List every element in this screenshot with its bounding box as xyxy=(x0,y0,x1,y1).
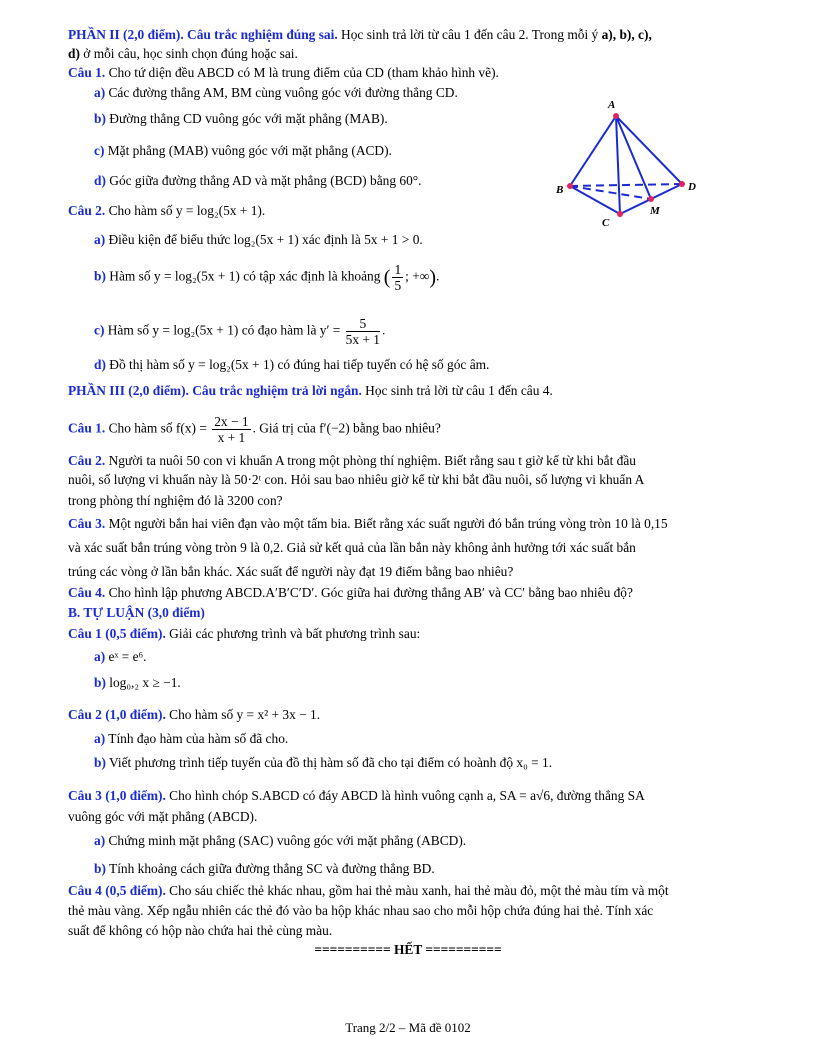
label-M: M xyxy=(650,205,660,217)
point-M xyxy=(648,196,654,202)
fraction: $\frac{5}{5x + 1}$ xyxy=(345,316,381,347)
end-marker: ========== HẾT ========== xyxy=(314,942,502,957)
p3-question-2: Câu 2. Người ta nuôi 50 con vi khuẩn A trong một phòng thí nghiệm. Biết rằng sau t giờ kể từ khi bắt đầu xyxy=(68,453,636,468)
point-D xyxy=(679,181,685,187)
pb-question-2: Câu 2 (1,0 điểm). Cho hàm số y = x² + 3x − 1. xyxy=(68,707,321,722)
p2-q2-option-a: a) Điều kiện để biểu thức log₂(5x + 1) xác định là 5x + 1 > 0. xyxy=(94,232,423,247)
pb-question-4: Câu 4 (0,5 điểm). Cho sáu chiếc thẻ khác nhau, gồm hai thẻ màu xanh, hai thẻ màu đỏ, một thẻ màu tím và một xyxy=(68,883,669,898)
label-A: A xyxy=(608,99,616,111)
pb-question-1: Câu 1 (0,5 điểm). Giải các phương trình và bất phương trình sau: xyxy=(68,626,421,641)
edge-BC xyxy=(570,186,620,214)
pb-q3-b: b) Tính khoảng cách giữa đường thẳng SC và đường thẳng BD. xyxy=(94,861,435,876)
fraction: $\frac{1}{5}$ xyxy=(394,262,402,293)
point-C xyxy=(617,211,623,217)
p2-q1-option-c: c) Mặt phẳng (MAB) vuông góc với mặt phẳng (ACD). xyxy=(94,143,392,158)
point-A xyxy=(613,113,619,119)
part3-heading: PHẦN III (2,0 điểm). Câu trắc nghiệm trả lời ngắn. Học sinh trả lời từ câu 1 đến câu 4. xyxy=(68,383,553,398)
p2-q1-option-d: d) Góc giữa đường thẳng AD và mặt phẳng (BCD) bằng 60°. xyxy=(94,173,422,188)
part2-heading: PHẦN II (2,0 điểm). Câu trắc nghiệm đúng sai. Học sinh trả lời từ câu 1 đến câu 2. Trong mỗi ý a), b), c), xyxy=(68,27,652,42)
pb-q2-b: b) Viết phương trình tiếp tuyến của đồ thị hàm số đã cho tại điểm có hoành độ x₀ = 1. xyxy=(94,755,553,770)
part2-title: PHẦN II (2,0 điểm). Câu trắc nghiệm đúng sai. xyxy=(68,27,338,42)
edge-AD xyxy=(616,116,682,184)
partb-heading: B. TỰ LUẬN (3,0 điểm) xyxy=(68,605,205,620)
point-B xyxy=(567,183,573,189)
p2-q2-option-c: c) Hàm số y = log₂(5x + 1) có đạo hàm là y′ = $\frac{5}{5x + 1}$ . xyxy=(94,316,386,347)
pb-q3-a: a) Chứng minh mặt phẳng (SAC) vuông góc với mặt phẳng (ABCD). xyxy=(94,833,467,848)
edge-AB xyxy=(570,116,616,186)
label-C: C xyxy=(602,217,610,229)
edge-AC xyxy=(616,116,620,214)
pb-question-3: Câu 3 (1,0 điểm). Cho hình chóp S.ABCD có đáy ABCD là hình vuông cạnh a, SA = a√6, đường thẳng SA xyxy=(68,788,645,803)
p2-question-2: Câu 2. Cho hàm số y = log₂(5x + 1). xyxy=(68,203,266,218)
fraction: $\frac{2x - 1}{x + 1}$ xyxy=(214,414,249,445)
p3-question-3: Câu 3. Một người bắn hai viên đạn vào một tấm bia. Biết rằng xác suất người đó bắn trúng vòng tròn 10 là 0,15 xyxy=(68,516,668,531)
page-footer: Trang 2/2 – Mã đề 0102 xyxy=(345,1020,471,1035)
label-D: D xyxy=(688,181,696,193)
p2-q2-option-b: b) Hàm số y = log₂(5x + 1) có tập xác định là khoảng ( $\frac{1}{5}$ ; +∞). xyxy=(94,262,440,293)
p3-question-4: Câu 4. Cho hình lập phương ABCD.A′B′C′D′. Góc giữa hai đường thẳng AB′ và CC′ bằng bao nhiêu độ? xyxy=(68,585,633,600)
pb-q2-a: a) Tính đạo hàm của hàm số đã cho. xyxy=(94,731,289,746)
pb-q1-b: b) log₀,₂ x ≥ −1. xyxy=(94,675,181,690)
label-B: B xyxy=(556,184,564,196)
p2-q1-option-a: a) Các đường thẳng AM, BM cùng vuông góc với đường thẳng CD. xyxy=(94,85,458,100)
edge-AM xyxy=(616,116,651,199)
p3-question-1: Câu 1. Cho hàm số f(x) = $\frac{2x - 1}{x + 1}$ . Giá trị của f′(−2) bằng bao nhiêu? xyxy=(68,414,441,445)
p2-question-1: Câu 1. Cho tứ diện đều ABCD có M là trung điểm của CD (tham khảo hình vẽ). xyxy=(68,65,499,80)
p2-q2-option-d: d) Đồ thị hàm số y = log₂(5x + 1) có đúng hai tiếp tuyến có hệ số góc âm. xyxy=(94,357,490,372)
edge-BD xyxy=(570,184,682,186)
tetrahedron-figure xyxy=(548,96,708,236)
pb-q1-a: a) eˣ = e⁶. xyxy=(94,649,147,664)
p2-q1-option-b: b) Đường thẳng CD vuông góc với mặt phẳng (MAB). xyxy=(94,111,388,126)
